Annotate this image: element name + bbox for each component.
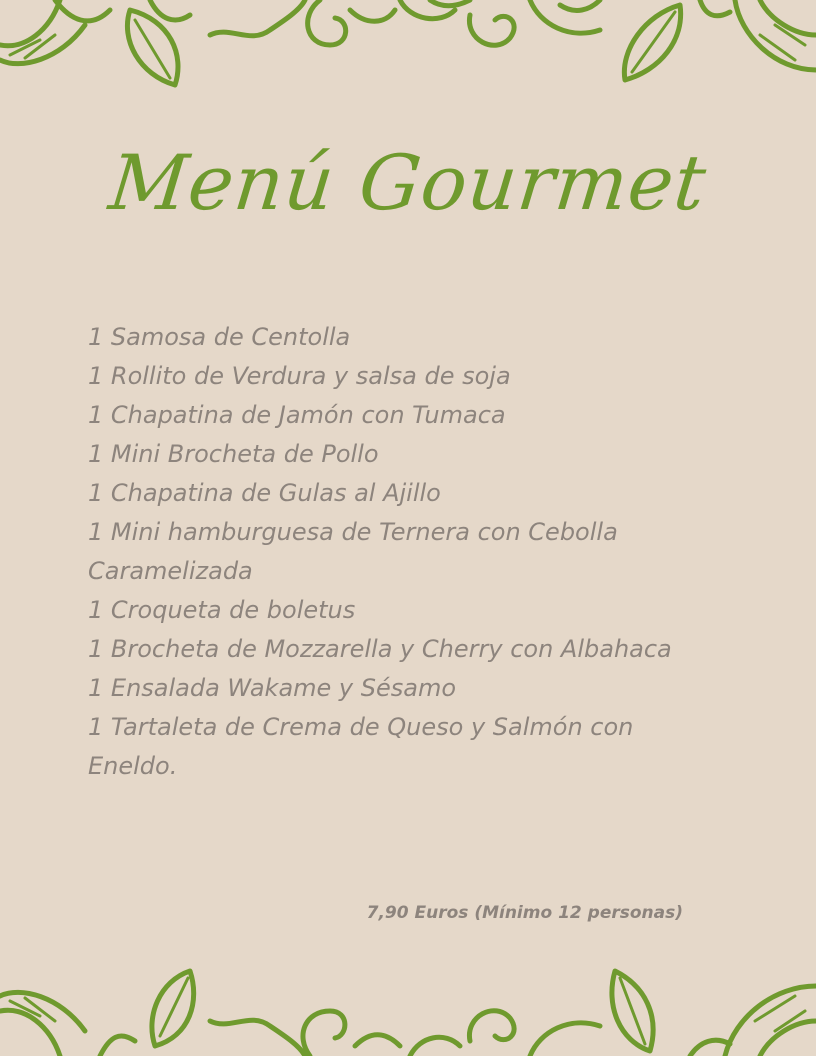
- menu-item: 1 Croqueta de boletus: [88, 596, 356, 624]
- menu-list: [88, 318, 708, 786]
- vine-border-bottom: [0, 956, 816, 1056]
- menu-item: 1 Mini Brocheta de Pollo: [88, 440, 379, 468]
- menu-item: 1 Chapatina de Gulas al Ajillo: [88, 479, 441, 507]
- price-label: 7,90 Euros (Mínimo 12 personas): [366, 903, 683, 923]
- menu-item: 1 Tartaleta de Crema de Queso y Salmón con Eneldo.: [88, 713, 634, 780]
- menu-item: 1 Brocheta de Mozzarella y Cherry con Albahaca: [88, 635, 672, 663]
- page-title: Menú Gourmet: [105, 138, 711, 227]
- menu-item: 1 Samosa de Centolla: [88, 323, 351, 351]
- menu-item: 1 Ensalada Wakame y Sésamo: [88, 674, 457, 702]
- menu-item: 1 Rollito de Verdura y salsa de soja: [88, 362, 511, 390]
- vine-border-top: [0, 0, 816, 100]
- menu-item: 1 Chapatina de Jamón con Tumaca: [88, 401, 506, 429]
- menu-item: 1 Mini hamburguesa de Ternera con Cebolla Caramelizada: [88, 518, 618, 585]
